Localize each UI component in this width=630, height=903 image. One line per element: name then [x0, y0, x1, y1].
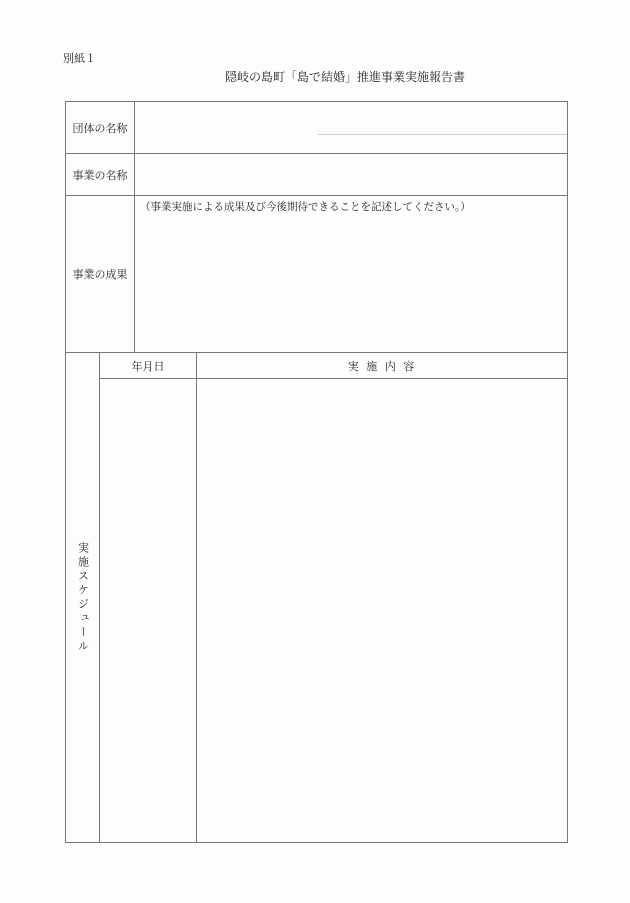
- content-field[interactable]: [197, 379, 567, 842]
- table-border-bottom: [65, 842, 568, 843]
- org-name-label: 団体の名称: [72, 121, 128, 135]
- project-name-field[interactable]: [135, 154, 567, 195]
- schedule-label: 実施スケジュール: [76, 541, 90, 654]
- project-name-label: 事業の名称: [72, 168, 128, 182]
- date-field[interactable]: [100, 379, 196, 842]
- results-label: 事業の成果: [72, 268, 128, 281]
- results-hint: （事業実施による成果及び今後期待できることを記述してください。）: [140, 201, 471, 213]
- date-header: 年月日: [131, 359, 165, 373]
- attachment-label: 別紙１: [63, 52, 96, 65]
- org-name-field[interactable]: [135, 102, 567, 153]
- table-border-right: [567, 101, 568, 843]
- document-title: 隠岐の島町「島で結婚」推進事業実施報告書: [224, 70, 465, 84]
- results-field[interactable]: [135, 196, 567, 352]
- content-header: 実 施 内 容: [347, 359, 417, 373]
